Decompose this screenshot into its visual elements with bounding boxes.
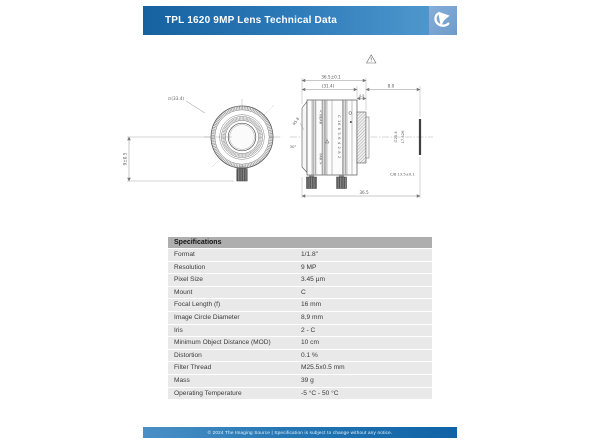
footer-copyright: © 2024 The Imaging Source | Specification is subject to change without any notice. bbox=[207, 430, 393, 435]
spec-value: -5 °C - 50 °C bbox=[301, 389, 339, 397]
the-imaging-source-logo bbox=[429, 6, 457, 35]
dim-label-radius: R5.8 bbox=[292, 116, 301, 127]
spec-value: 8,9 mm bbox=[301, 313, 323, 321]
table-row bbox=[168, 361, 432, 374]
spec-label: Mount bbox=[174, 288, 193, 296]
table-row bbox=[168, 336, 432, 349]
dim-label-body-length: (31.4) bbox=[321, 83, 335, 89]
footer-bar bbox=[143, 427, 457, 438]
dim-label-flange-distance: 17.526 bbox=[401, 130, 405, 144]
table-row bbox=[168, 349, 432, 362]
side-thumbscrew-1 bbox=[307, 177, 317, 189]
dim-label-flange: 8.0 bbox=[387, 83, 395, 89]
spec-label: Iris bbox=[174, 326, 183, 334]
spec-value: C bbox=[301, 288, 306, 296]
camera-swoosh-icon bbox=[431, 8, 455, 33]
table-row bbox=[168, 273, 432, 286]
lens-side-view bbox=[290, 55, 433, 198]
spec-value: 39 g bbox=[301, 376, 314, 384]
dim-label-angle: 30° bbox=[289, 145, 297, 149]
spec-label: Pixel Size bbox=[174, 276, 203, 284]
warning-triangle-icon bbox=[367, 55, 376, 63]
dim-label-front-height: 9±0.5 bbox=[122, 152, 128, 166]
dim-label-front-diameter: ∅(33.4) bbox=[167, 96, 184, 101]
spec-value: 2 - C bbox=[301, 326, 316, 334]
spec-label: Format bbox=[174, 251, 195, 258]
header bbox=[143, 6, 457, 35]
spec-label: Distortion bbox=[174, 351, 202, 359]
spec-label: Minimum Object Distance (MOD) bbox=[174, 339, 271, 347]
side-thumbscrew-2 bbox=[337, 177, 347, 189]
spec-value: 9 MP bbox=[301, 263, 317, 271]
dim-label-bottom-length: 36.5 bbox=[359, 189, 369, 195]
spec-value: 0.1 % bbox=[301, 351, 318, 359]
table-row bbox=[168, 374, 432, 387]
dim-label-step: 4.5 bbox=[358, 93, 365, 98]
table-row bbox=[168, 248, 432, 261]
spec-label: Image Circle Diameter bbox=[174, 313, 240, 321]
specifications-table bbox=[168, 237, 432, 399]
spec-value: 1/1.8" bbox=[301, 251, 319, 258]
table-row bbox=[168, 311, 432, 324]
table-row bbox=[168, 298, 432, 311]
aperture-scale: C 16 8 5.6 4 2.8 2 bbox=[337, 115, 341, 159]
dim-label-thread-diameter: ∅25.4 bbox=[394, 131, 398, 143]
focus-ring-knurl bbox=[312, 100, 316, 174]
lens-front-view bbox=[123, 96, 283, 181]
table-header: Specifications bbox=[168, 237, 432, 248]
table-row bbox=[168, 261, 432, 274]
spec-label: Resolution bbox=[174, 263, 206, 271]
spec-label: Filter Thread bbox=[174, 364, 212, 372]
spec-label: Operating Temperature bbox=[174, 389, 242, 397]
spec-value: 16 mm bbox=[301, 301, 322, 309]
page-title: TPL 1620 9MP Lens Technical Data bbox=[165, 15, 338, 26]
front-thumbscrew-knob bbox=[237, 169, 247, 182]
table-row bbox=[168, 387, 432, 400]
table-row bbox=[168, 324, 432, 337]
focus-scale-near: < NEAR bbox=[318, 109, 323, 125]
c-mount-thread bbox=[357, 112, 366, 163]
mount-note: C/B 13.5±0.1 bbox=[390, 172, 415, 177]
spec-value: 3.45 µm bbox=[301, 276, 325, 284]
header-bar bbox=[143, 6, 429, 35]
spec-value: 10 cm bbox=[301, 339, 319, 347]
spec-label: Focal Length (f) bbox=[174, 301, 221, 309]
spec-label: Mass bbox=[174, 376, 190, 384]
focus-scale-far: FAR > bbox=[318, 153, 323, 165]
technical-drawing bbox=[120, 48, 480, 213]
iris-ring-knurl bbox=[342, 100, 347, 174]
spec-value: M25.5x0.5 mm bbox=[301, 364, 345, 372]
dim-label-total-length: 36.5±0.1 bbox=[321, 74, 341, 80]
table-row bbox=[168, 286, 432, 299]
